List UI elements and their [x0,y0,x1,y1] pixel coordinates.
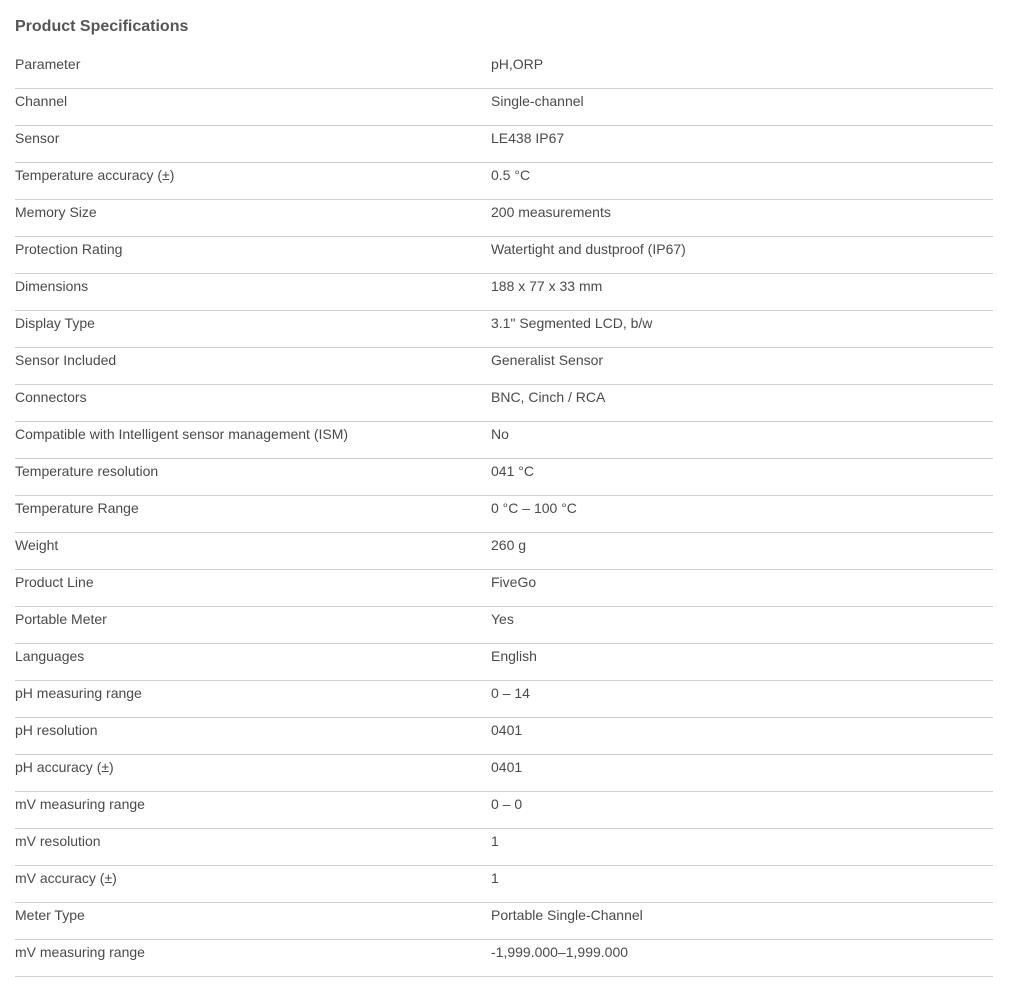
spec-label: mV measuring range [15,796,145,812]
spec-value: 041 °C [491,463,534,479]
spec-value: LE438 IP67 [491,130,565,146]
spec-label: Meter Type [15,907,85,923]
spec-row [15,570,993,607]
spec-row [15,163,993,200]
spec-label: Dimensions [15,278,89,294]
spec-row [15,755,993,792]
spec-row [15,385,993,422]
spec-label: Sensor [15,130,60,146]
spec-value: Portable Single-Channel [491,907,643,923]
spec-label: pH measuring range [15,685,142,701]
spec-row [15,866,993,903]
spec-value: Yes [491,611,514,627]
spec-value: Generalist Sensor [491,352,604,368]
spec-label: Languages [15,648,85,664]
spec-value: 0.5 °C [491,167,531,183]
spec-row [15,459,993,496]
spec-row [15,718,993,755]
spec-table [15,52,993,977]
spec-value: 188 x 77 x 33 mm [491,278,603,294]
spec-row [15,792,993,829]
spec-label: Display Type [15,315,95,331]
spec-value: No [491,426,509,442]
spec-label: pH resolution [15,722,98,738]
spec-label: Portable Meter [15,611,107,627]
spec-value: 0401 [491,722,523,738]
spec-label: Temperature accuracy (±) [15,167,175,183]
spec-label: Temperature Range [15,500,139,516]
spec-row [15,644,993,681]
spec-label: Sensor Included [15,352,117,368]
spec-row [15,200,993,237]
spec-row [15,422,993,459]
spec-value: Watertight and dustproof (IP67) [491,241,686,257]
spec-value: 0 – 0 [491,796,523,812]
spec-label: Temperature resolution [15,463,159,479]
spec-row [15,607,993,644]
spec-row [15,52,993,89]
spec-value: Single-channel [491,93,584,109]
spec-value: 3.1" Segmented LCD, b/w [491,315,653,331]
spec-row [15,533,993,570]
spec-label: Channel [15,93,68,109]
spec-row [15,829,993,866]
spec-label: Memory Size [15,204,97,220]
spec-label: pH accuracy (±) [15,759,114,775]
product-specifications [15,0,993,977]
spec-row [15,681,993,718]
spec-label: mV resolution [15,833,101,849]
spec-value: English [491,648,537,664]
spec-value: 1 [491,833,499,849]
spec-label: Parameter [15,56,81,72]
spec-value: 260 g [491,537,527,553]
spec-value: 0 – 14 [491,685,530,701]
spec-value: BNC, Cinch / RCA [491,389,606,405]
spec-row [15,237,993,274]
spec-row [15,496,993,533]
spec-label: Product Line [15,574,94,590]
spec-label: Connectors [15,389,87,405]
spec-value: 0401 [491,759,523,775]
spec-row [15,940,993,977]
spec-value: FiveGo [491,574,537,590]
spec-value: 0 °C – 100 °C [491,500,577,516]
spec-value: 200 measurements [491,204,611,220]
spec-label: Weight [15,537,59,553]
spec-row [15,311,993,348]
spec-label: mV accuracy (±) [15,870,117,886]
spec-value: 1 [491,870,499,886]
spec-row [15,274,993,311]
spec-row [15,126,993,163]
spec-label: Compatible with Intelligent sensor management (ISM) [15,426,349,442]
spec-value: pH,ORP [491,56,544,72]
spec-row [15,903,993,940]
spec-row [15,348,993,385]
spec-label: mV measuring range [15,944,145,960]
spec-value: -1,999.000–1,999.000 [491,944,629,960]
spec-label: Protection Rating [15,241,123,257]
section-title: Product Specifications [15,18,189,35]
spec-row [15,89,993,126]
